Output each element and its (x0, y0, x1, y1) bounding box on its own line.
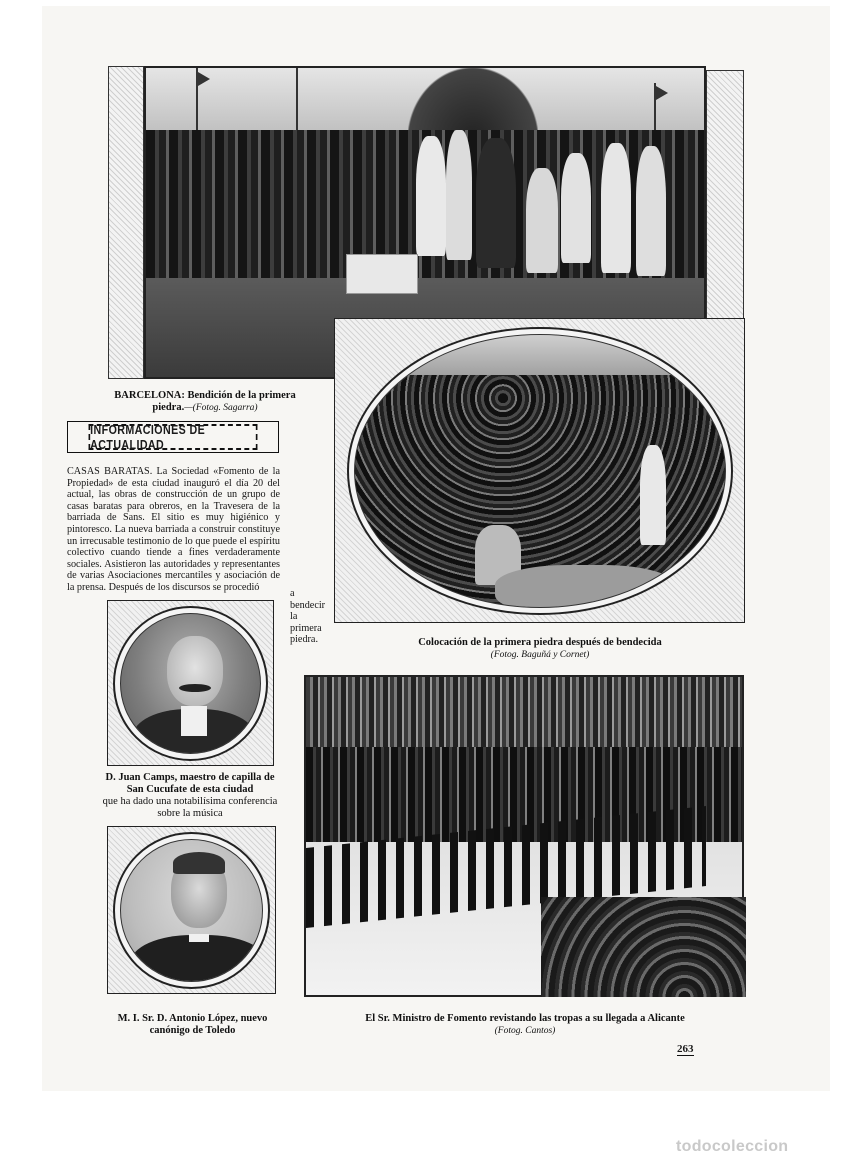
caption-ministro (320, 1013, 730, 1037)
caption-lopez-bold: M. I. Sr. D. Antonio López, nuevo canónigo de Toledo (117, 1013, 268, 1036)
caption-colocacion-credit: (Fotog. Baguñá y Cornet) (490, 650, 590, 660)
caption-camps (100, 772, 280, 820)
section-title: INFORMACIONES DE ACTUALIDAD (89, 424, 258, 450)
caption-lopez (110, 1013, 275, 1037)
portrait-frame-lopez (107, 826, 276, 994)
portrait-antonio-lopez (113, 832, 270, 989)
article-body: CASAS BARATAS. La Sociedad «Fomento de la Propiedad» de esta ciudad inauguró el día 20 del actual, las obras de construcción de un grupo de casas baratas para obreros, en la Travesera de la barriada de Sans. El sitio es muy higiénico y pintoresco. La nueva barriada a construir constituye un irrecusable testimonio de lo que puede el espíritu colectivo cuando tiende a fines verdaderamente sociales. Asistieron las autoridades y representantes de varias Asociaciones mercantiles y asociación de la prensa. Después de los discursos se procedió (67, 466, 280, 593)
portrait-frame-camps (107, 600, 274, 766)
article-tail: a bendecir la primera piedra. (290, 588, 326, 646)
article-tail-column (290, 588, 326, 646)
photo-ministro-troops (304, 675, 744, 997)
caption-camps-bold: D. Juan Camps, maestro de capilla de San Cucufate de esta ciudad (105, 772, 275, 795)
portrait-juan-camps (113, 606, 268, 761)
watermark: todocoleccion (676, 1138, 789, 1155)
caption-barcelona-bold: BARCELONA: Bendición de la primera piedra. (114, 390, 296, 413)
caption-colocacion-bold: Colocación de la primera piedra después de bendecida (418, 637, 662, 648)
section-title-box (67, 421, 279, 453)
photo-side-strip-right (706, 70, 744, 320)
caption-barcelona (110, 390, 300, 414)
article-casas-baratas (67, 466, 280, 594)
photo-side-strip (108, 66, 144, 379)
caption-ministro-credit: (Fotog. Cantos) (494, 1026, 556, 1036)
caption-ministro-bold: El Sr. Ministro de Fomento revistando las tropas a su llegada a Alicante (365, 1013, 685, 1024)
page-number: 263 (677, 1043, 694, 1055)
photo-colocacion-stone (347, 327, 733, 615)
photo-frame-colocacion (334, 318, 745, 623)
caption-barcelona-credit: —(Fotog. Sagarra) (184, 403, 258, 413)
caption-camps-normal: que ha dado una notabilísima conferencia sobre la música (102, 796, 278, 819)
caption-colocacion (372, 637, 708, 661)
